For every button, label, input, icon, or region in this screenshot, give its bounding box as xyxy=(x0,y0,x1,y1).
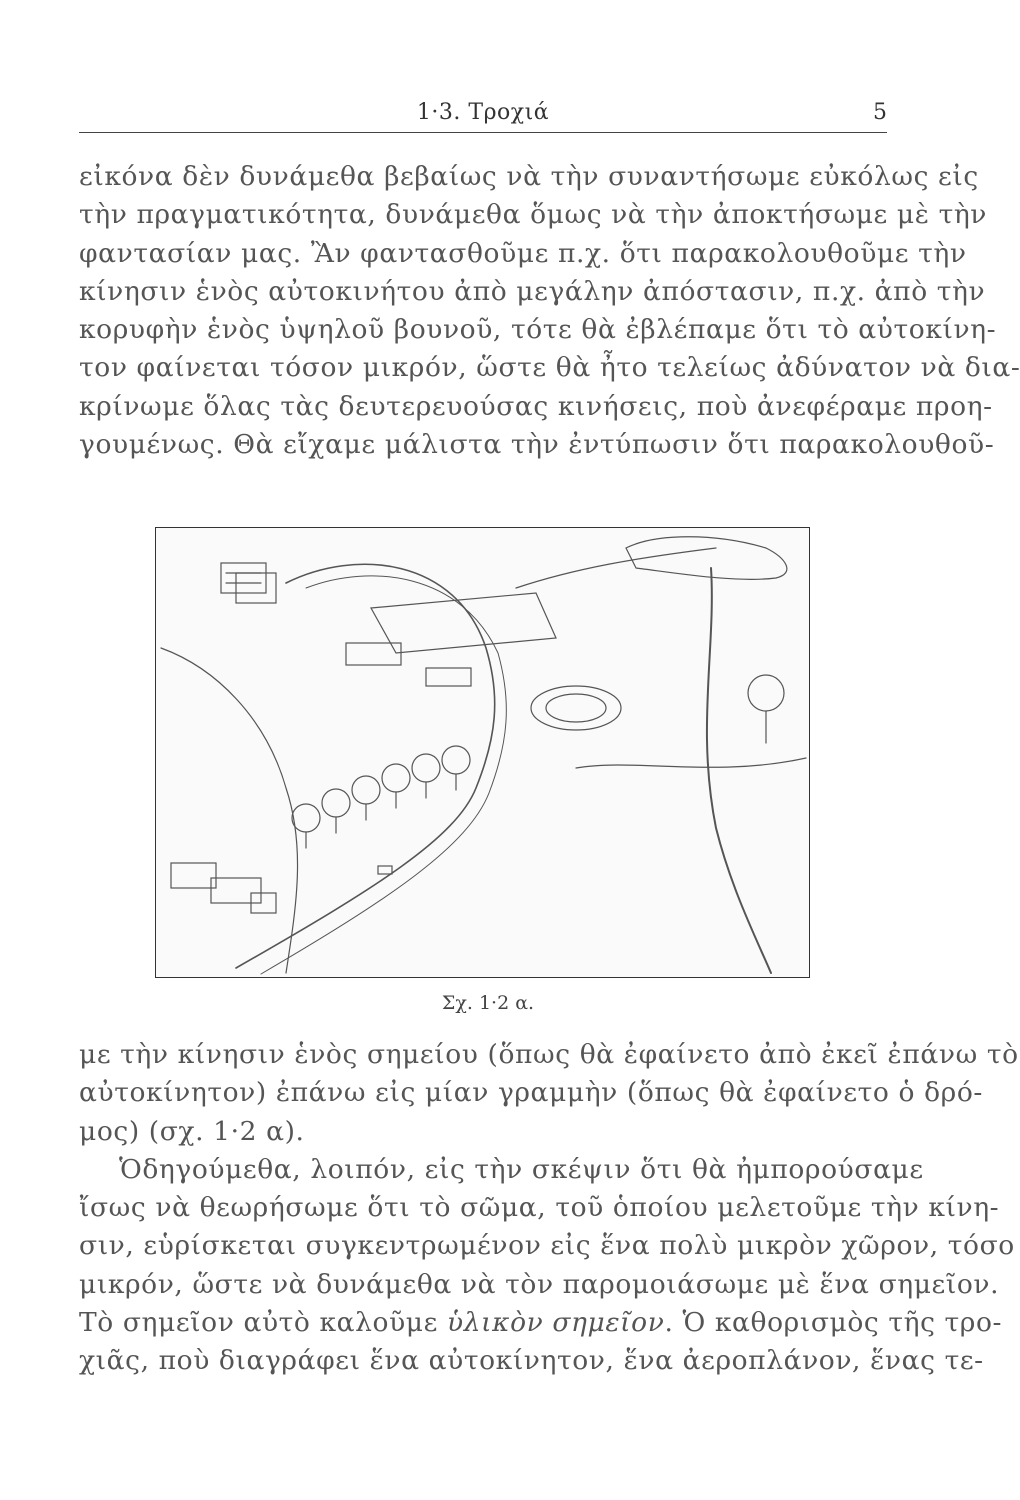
text-line: μος) (σχ. 1·2 α). xyxy=(79,1115,305,1147)
text-line: μικρόν, ὥστε νὰ δυνάμεθα νὰ τὸν παρομοιάσωμε μὲ ἕνα σημεῖον. xyxy=(79,1268,1000,1300)
stadium xyxy=(546,694,606,722)
hill-contour xyxy=(576,758,806,768)
running-header xyxy=(79,96,887,133)
hill-contour xyxy=(516,548,716,588)
text-line: αὐτοκίνητον) ἐπάνω εἰς μίαν γραμμὴν (ὅπως θὰ ἐφαίνετο ὁ δρό- xyxy=(79,1077,983,1109)
stadium xyxy=(531,686,621,730)
page-number: 5 xyxy=(873,100,887,125)
text-line: γουμένως. Θὰ εἴχαμε μάλιστα τὴν ἐντύπωσιν ὅτι παρακολουθοῦ- xyxy=(79,429,995,461)
text-line: χιᾶς, ποὺ διαγράφει ἕνα αὐτοκίνητον, ἕνα ἀεροπλάνον, ἕνας τε- xyxy=(79,1345,984,1377)
text-line xyxy=(79,1304,1003,1342)
text-line: με τὴν κίνησιν ἑνὸς σημείου (ὅπως θὰ ἐφαίνετο ἀπὸ ἐκεῖ ἐπάνω τὸ xyxy=(79,1039,1019,1070)
chapter-section-title: 1·3. Τροχιά xyxy=(416,100,550,125)
building xyxy=(171,863,216,888)
tree-trunk xyxy=(707,568,771,973)
text-segment: . Ὁ καθορισμὸς τῆς τρο- xyxy=(664,1307,1003,1339)
italic-term: ὑλικὸν σημεῖον xyxy=(447,1307,665,1339)
text-line: εἰκόνα δὲν δυνάμεθα βεβαίως νὰ τὴν συναντήσωμε εὐκόλως εἰς xyxy=(79,161,979,192)
figure-caption: Σχ. 1·2 α. xyxy=(441,992,535,1014)
paragraph-top xyxy=(79,158,1020,464)
building xyxy=(426,668,471,686)
road-line xyxy=(236,564,495,968)
small-tree xyxy=(748,675,784,711)
road-line-edge xyxy=(261,576,506,974)
text-line: ἴσως νὰ θεωρήσωμε ὅτι τὸ σῶμα, τοῦ ὁποίου μελετοῦμε τὴν κίνη- xyxy=(79,1192,1000,1224)
building xyxy=(236,573,276,603)
building xyxy=(221,563,266,593)
text-line: κίνησιν ἑνὸς αὐτοκινήτου ἀπὸ μεγάλην ἀπόστασιν, π.χ. ἀπὸ τὴν xyxy=(79,275,986,307)
text-line: κρίνωμε ὅλας τὰς δευτερευούσας κινήσεις, ποὺ ἀνεφέραμε προη- xyxy=(79,390,993,422)
building xyxy=(211,878,261,903)
text-line: κορυφὴν ἑνὸς ὑψηλοῦ βουνοῦ, τότε θὰ ἐβλέπαμε ὅτι τὸ αὐτοκίνη- xyxy=(79,314,997,346)
text-line: τὴν πραγματικότητα, δυνάμεθα ὅμως νὰ τὴν ἀποκτήσωμε μὲ τὴν xyxy=(79,199,988,231)
car xyxy=(378,866,392,874)
landscape-drawing xyxy=(156,528,809,977)
text-line: σιν, εὑρίσκεται συγκεντρωμένον εἰς ἕνα πολὺ μικρὸν χῶρον, τόσο xyxy=(79,1230,1015,1262)
hill-contour xyxy=(161,648,298,973)
paragraph-bottom xyxy=(79,1036,1019,1381)
compound-wall xyxy=(371,593,556,653)
text-line: Ὁδηγούμεθα, λοιπόν, εἰς τὴν σκέψιν ὅτι θὰ ἠμπορούσαμε xyxy=(119,1153,924,1185)
text-segment: Τὸ σημεῖον αὐτὸ καλοῦμε xyxy=(79,1307,438,1339)
tree-canopy xyxy=(626,537,787,580)
text-line: τον φαίνεται τόσον μικρόν, ὥστε θὰ ἦτο τελείως ἀδύνατον νὰ δια- xyxy=(79,352,1020,384)
figure-landscape-illustration xyxy=(155,527,810,978)
text-line: φαντασίαν μας. Ἂν φαντασθοῦμε π.χ. ὅτι παρακολουθοῦμε τὴν xyxy=(79,237,967,269)
